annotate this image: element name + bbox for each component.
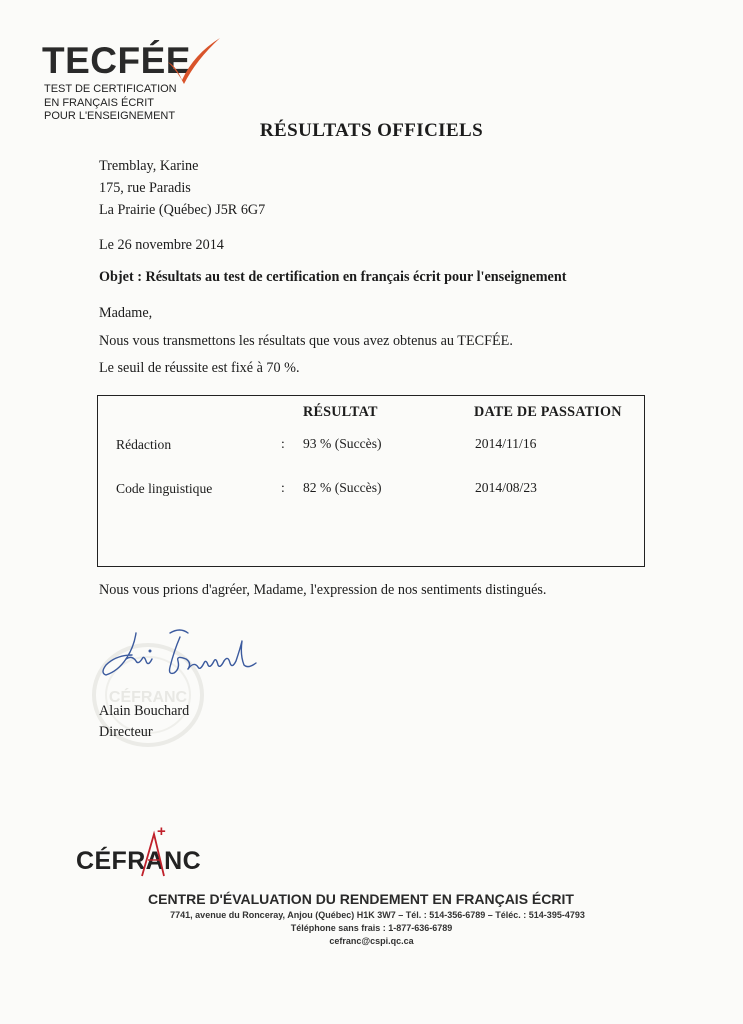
checkmark-icon — [166, 36, 222, 86]
signatory-role: Directeur — [99, 724, 153, 740]
letter-subject: Objet : Résultats au test de certification en français écrit pour l'enseignement — [99, 269, 567, 285]
tecfee-subtitle — [44, 83, 177, 124]
handwritten-signature — [96, 625, 266, 685]
row-label: Rédaction — [116, 437, 172, 452]
subtitle-line: POUR L'ENSEIGNEMENT — [44, 110, 176, 122]
row-date: 2014/11/16 — [475, 436, 537, 451]
organization-address: 7741, avenue du Ronceray, Anjou (Québec) H1K 3W7 – Tél. : 514-356-6789 – Téléc. : 514-395-4793 — [170, 910, 585, 920]
row-label: Code linguistique — [116, 481, 213, 496]
row-separator: : — [281, 436, 285, 451]
subtitle-line: TEST DE CERTIFICATION — [44, 83, 177, 95]
organization-tollfree: Téléphone sans frais : 1-877-636-6789 — [290, 923, 453, 933]
cefranc-accent-icon — [136, 828, 176, 878]
row-separator: : — [281, 480, 285, 495]
tecfee-logo: TECFÉE — [42, 40, 191, 81]
recipient-street: 175, rue Paradis — [99, 180, 191, 196]
header-date: DATE DE PASSATION — [474, 404, 622, 420]
recipient-city: La Prairie (Québec) J5R 6G7 — [99, 202, 266, 218]
row-result: 93 % (Succès) — [303, 436, 382, 451]
subtitle-line: EN FRANÇAIS ÉCRIT — [44, 96, 155, 109]
signatory-name: Alain Bouchard — [99, 703, 190, 719]
salutation: Madame, — [99, 305, 153, 321]
header-result: RÉSULTAT — [303, 404, 378, 420]
plus-icon: + — [157, 823, 166, 840]
paragraph: Le seuil de réussite est fixé à 70 %. — [99, 360, 300, 376]
closing-sentence: Nous vous prions d'agréer, Madame, l'expression de nos sentiments distingués. — [99, 582, 547, 598]
letter-date: Le 26 novembre 2014 — [99, 237, 224, 253]
row-result: 82 % (Succès) — [303, 480, 382, 495]
organization-name: CENTRE D'ÉVALUATION DU RENDEMENT EN FRANÇAIS ÉCRIT — [148, 891, 574, 907]
organization-email: cefranc@cspi.qc.ca — [329, 936, 414, 946]
row-date: 2014/08/23 — [475, 480, 537, 495]
document-title: RÉSULTATS OFFICIELS — [259, 120, 484, 141]
paragraph: Nous vous transmettons les résultats que vous avez obtenus au TECFÉE. — [99, 333, 513, 349]
seal-text: CÉFRANC — [108, 689, 188, 706]
recipient-name: Tremblay, Karine — [99, 158, 199, 174]
cefranc-logo: CÉFRANC — [76, 847, 202, 875]
